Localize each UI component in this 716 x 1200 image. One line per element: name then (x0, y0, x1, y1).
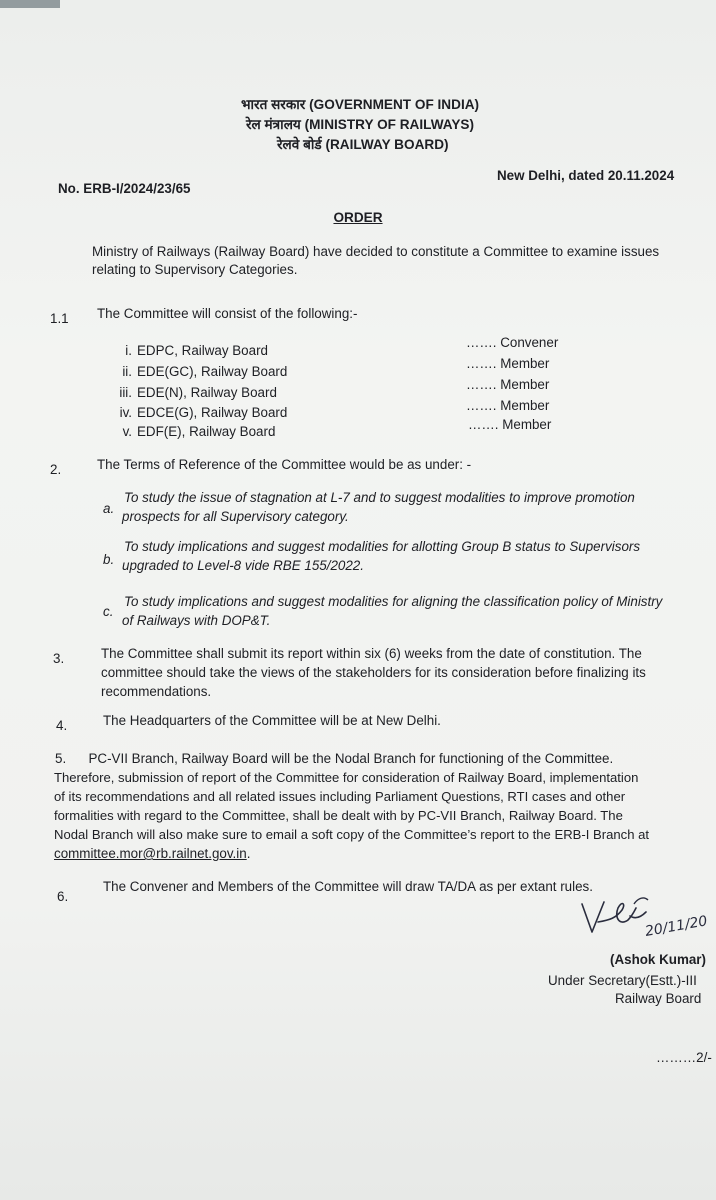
term-c-letter: c. (103, 604, 114, 619)
member-3-number: iii. (119, 385, 132, 400)
member-5-number: v. (122, 424, 132, 439)
member-4-number: iv. (119, 405, 132, 420)
reference-number: No. ERB-I/2024/23/65 (58, 181, 191, 196)
term-c-line1: To study implications and suggest modalities for aligning the classification policy of Ministry (124, 594, 663, 609)
para-6-number: 6. (57, 889, 69, 904)
para-1-1-number: 1.1 (50, 311, 69, 326)
para-3-line1: The Committee shall submit its report within six (6) weeks from the date of constitution. The (101, 646, 642, 661)
member-3-name: EDE(N), Railway Board (137, 385, 277, 400)
intro-text: Ministry of Railways (Railway Board) have decided to constitute a Committee to examine issues relating to Supervisory Categories. (92, 244, 660, 278)
para-2-number: 2. (50, 462, 62, 477)
para-3-line2: committee should take the views of the stakeholders for its consideration before finalizing its (101, 665, 646, 680)
handwritten-signature (570, 890, 710, 950)
signatory-office: Railway Board (615, 991, 702, 1006)
term-a-line1: To study the issue of stagnation at L-7 and to suggest modalities to improve promotion (124, 490, 635, 505)
term-b-line1: To study implications and suggest modalities for allotting Group B status to Supervisors (124, 539, 641, 554)
para-4-text: The Headquarters of the Committee will be at New Delhi. (103, 713, 441, 728)
member-3-role: ……. Member (466, 377, 550, 392)
member-4-name: EDCE(G), Railway Board (137, 405, 288, 420)
header-board: रेलवे बोर्ड (RAILWAY BOARD) (277, 137, 449, 152)
intro-line1 (92, 243, 692, 279)
para-4-number: 4. (56, 718, 68, 733)
para-5-line2: Therefore, submission of report of the Committee for consideration of Railway Board, implementation (54, 770, 639, 785)
signatory-designation: Under Secretary(Estt.)-III (548, 973, 697, 988)
para-5-end: . (246, 846, 251, 861)
para-2-text: The Terms of Reference of the Committee would be as under: - (97, 457, 472, 472)
para-5-line4: formalities with regard to the Committee, shall be dealt with by PC-VII Branch, Railway Board. The (54, 808, 623, 823)
term-a-line2: prospects for all Supervisory category. (122, 509, 349, 524)
handwritten-date: 20/11/20 (643, 913, 709, 940)
term-b-line2: upgraded to Level-8 vide RBE 155/2022. (122, 558, 364, 573)
member-1-number: i. (125, 343, 132, 358)
header-govt: भारत सरकार (GOVERNMENT OF INDIA) (240, 97, 480, 112)
member-1-name: EDPC, Railway Board (137, 343, 268, 358)
member-1-role: ……. Convener (466, 335, 559, 350)
member-2-name: EDE(GC), Railway Board (137, 364, 288, 379)
term-a-letter: a. (103, 501, 115, 516)
term-b-letter: b. (103, 552, 115, 567)
para-6-text: The Convener and Members of the Committee will draw TA/DA as per extant rules. (103, 879, 593, 894)
page-edge-mark (0, 0, 60, 8)
committee-email-link[interactable]: committee.mor@rb.railnet.gov.in (54, 846, 247, 861)
para-5-line6 (54, 845, 250, 863)
term-c-line2: of Railways with DOP&T. (122, 613, 271, 628)
para-5-line3: of its recommendations and all related issues including Parliament Questions, RTI cases and other (54, 789, 626, 804)
member-2-role: ……. Member (466, 356, 550, 371)
para-5-line1: 5. PC-VII Branch, Railway Board will be the Nodal Branch for functioning of the Committee. (55, 751, 614, 766)
page-continuation: ………2/- (656, 1050, 712, 1065)
para-3-line3: recommendations. (101, 684, 212, 699)
header-ministry: रेल मंत्रालय (MINISTRY OF RAILWAYS) (245, 117, 474, 132)
member-5-name: EDF(E), Railway Board (137, 424, 276, 439)
para-3-number: 3. (53, 651, 65, 666)
member-5-role: ……. Member (468, 417, 552, 432)
signatory-name: (Ashok Kumar) (610, 952, 706, 967)
para-1-1-text: The Committee will consist of the following:- (97, 306, 358, 321)
member-2-number: ii. (122, 364, 132, 379)
order-title: ORDER (333, 210, 383, 225)
member-4-role: ……. Member (466, 398, 550, 413)
para-5-line5: Nodal Branch will also make sure to email a soft copy of the Committee’s report to the ERB-I Branch at (54, 827, 650, 842)
place-date: New Delhi, dated 20.11.2024 (497, 168, 675, 183)
